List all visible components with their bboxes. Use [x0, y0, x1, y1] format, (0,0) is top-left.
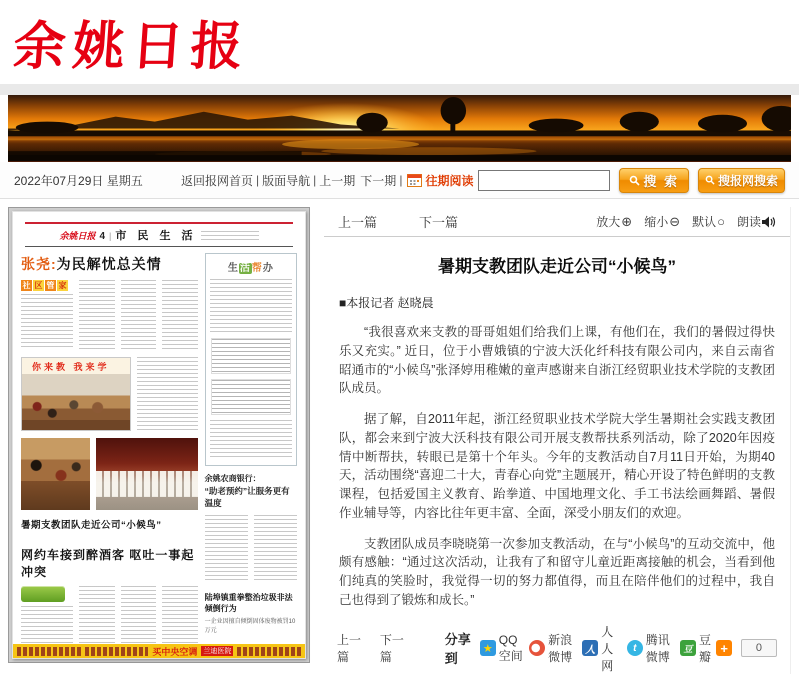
article-nav-bar — [324, 207, 790, 237]
main-content — [0, 199, 799, 674]
article-paragraph: “我很喜欢来支教的哥哥姐姐们给我们上课，有他们在，我们的暑假过得快乐又充实。” 近日，位于小曹娥镇的宁波大沃化纤科技有限公司内，来自云南省昭通市的“小候鸟”张泽婷用稚嫩的童声感谢来自浙江经贸职业技术学院的支教团队成员。 — [339, 325, 775, 396]
simulated-text-column — [162, 280, 198, 350]
share-douban-link[interactable]: 豆瓣 — [698, 633, 711, 664]
simulated-text — [210, 279, 292, 333]
more-share-icon[interactable]: + — [716, 640, 732, 656]
newspaper-left-column — [21, 253, 198, 644]
photo-teach-and-learn — [21, 357, 131, 431]
ad-text-block — [17, 647, 81, 656]
ad-aircon: 买中央空调 — [152, 646, 198, 657]
qzone-icon[interactable]: ★ — [480, 640, 496, 656]
read-aloud-button[interactable]: 朗读 — [737, 213, 776, 230]
headline-summer-teaching: 暑期支教团队走近公司“小候鸟” — [21, 520, 162, 531]
classroom-photo — [22, 374, 130, 430]
default-size-icon: ○ — [717, 214, 725, 229]
simulated-text-column — [121, 586, 157, 644]
help-mini-box — [211, 338, 291, 374]
headline-bank-line2: “助老预约”让服务更有温度 — [204, 486, 290, 509]
newspaper-ad-strip — [13, 644, 305, 658]
zoom-in-icon: ⊕ — [621, 213, 633, 229]
link-next-issue[interactable]: 下一期 — [360, 173, 397, 188]
next-article-link[interactable]: 下一篇 — [419, 215, 459, 230]
article-paragraph: 据了解，自2011年起，浙江经贸职业技术学院大学生暑期社会实践支教团队，都会来到宁波大沃科技有限公司开展支教帮扶系列活动，除了2020年因疫情中断帮扶，转眼已是第十个年头。今年的支教活动自7月11日开始，为期40天，活动围绕“喜迎二十大，青春心向党”主题展开，精心开设了特色鲜明的支教课程，包括爱国主义教育、跆拳道、中国地理文化、手工书法绘画舞蹈、暑假作业辅导等，内容比往年更丰富、全面，深受小朋友们的欢迎。 — [339, 412, 775, 520]
link-prev-issue[interactable]: 上一期 — [319, 173, 356, 188]
default-size-button[interactable]: 默认 ○ — [692, 214, 725, 229]
article-byline: ■本报记者 赵晓晨 — [339, 296, 434, 310]
masthead-meta-text — [201, 231, 259, 240]
zoom-out-button[interactable]: 缩小 ⊖ — [644, 213, 681, 229]
help-mini-box — [211, 379, 291, 415]
headline-taxi: 网约车接到醉酒客 呕吐一事起冲突 — [21, 548, 195, 579]
share-count[interactable]: 0 — [741, 639, 777, 657]
sunset-banner-image — [8, 95, 791, 161]
zoom-in-button[interactable]: 放大 ⊕ — [596, 213, 633, 229]
link-home[interactable]: 返回报网首页 — [181, 173, 254, 188]
banner-photo — [8, 95, 791, 162]
ad-hospital: 兰迪医院 — [203, 648, 232, 655]
newspaper-masthead: 余姚日报 4 | 市 民 生 活 — [21, 227, 297, 243]
masthead-rule — [25, 222, 293, 224]
tencent-weibo-icon[interactable]: t — [627, 640, 643, 656]
search-input[interactable] — [478, 170, 610, 191]
magnifier-icon — [705, 175, 715, 185]
view-controls — [596, 213, 776, 230]
simulated-text-column — [79, 280, 115, 350]
masthead-underline — [25, 246, 293, 247]
zoom-out-icon: ⊖ — [669, 213, 681, 229]
simulated-text-column — [254, 515, 297, 583]
community-column-logo — [21, 586, 65, 602]
douban-icon[interactable]: 豆 — [680, 640, 696, 656]
simulated-text-column — [137, 357, 198, 431]
simulated-text — [210, 420, 292, 460]
simulated-text-column — [79, 586, 115, 644]
current-date: 2022年07月29日 星期五 — [14, 173, 143, 188]
life-help-box — [205, 253, 297, 466]
share-qzone-link[interactable]: QQ空间 — [498, 632, 523, 663]
toolbar — [0, 162, 799, 199]
newspaper-right-column — [205, 253, 297, 644]
simulated-text — [21, 294, 73, 350]
simulated-text-column — [205, 515, 248, 583]
share-label: 分享到 — [444, 632, 471, 666]
toolbar-links — [180, 172, 404, 189]
group-photo — [96, 438, 198, 510]
share-tencent-link[interactable]: 腾讯微博 — [645, 633, 670, 664]
article-paragraph: 支教团队成员李晓晓第一次参加支教活动，在与“小候鸟”的互动交流中，他颇有感触：“通过这次活动，让我有了和留守儿童近距离接触的机会，当看到他们纯真的笑脸时，我觉得一切的努力都值得，而且在陪伴他们的过程中，我自己也得到了锻炼和成长。” — [339, 536, 775, 607]
link-separator: | — [399, 173, 403, 187]
newspaper-body — [21, 253, 297, 644]
magnifier-icon — [629, 175, 640, 186]
ad-text-block — [85, 647, 149, 656]
section-title: 市 民 生 活 — [115, 230, 197, 242]
headline-bank-line1: 余姚农商银行： — [204, 474, 261, 484]
crafts-photo — [21, 438, 90, 510]
community-badge: 社 区 管 家 — [21, 280, 73, 350]
share-bar — [337, 623, 777, 674]
speaker-icon — [762, 216, 776, 228]
headline-zhangyao: 张尧:为民解忧总关情 — [21, 256, 162, 272]
photo-caption: 你来教 我来学 — [22, 358, 130, 374]
site-search-button[interactable]: 搜报网搜索 — [698, 168, 785, 193]
simulated-text-column — [162, 586, 198, 644]
newspaper-page-thumbnail[interactable] — [8, 207, 310, 663]
renren-icon[interactable]: 人 — [582, 640, 598, 656]
ad-text-block — [237, 647, 301, 656]
prev-article-link[interactable]: 上一篇 — [338, 215, 378, 230]
divider-strip — [0, 84, 799, 95]
headline-lubu-sub: 一企业因擅自倾倒固体废物被罚10万元 — [204, 619, 296, 634]
sina-weibo-icon[interactable] — [529, 640, 545, 656]
prev-article-link-bottom[interactable]: 上一篇 — [337, 633, 362, 664]
newspaper-page — [12, 211, 306, 659]
site-header — [0, 0, 799, 84]
search-button[interactable]: 搜 索 — [619, 168, 689, 193]
article-title: 暑期支教团队走近公司“小候鸟” — [438, 257, 676, 276]
calendar-icon — [407, 173, 422, 187]
link-separator: | — [256, 173, 260, 187]
simulated-text-column — [121, 280, 157, 350]
life-help-header: 生活帮办 — [227, 263, 274, 274]
masthead-logo: 余姚日报 — [59, 232, 96, 242]
share-renren-link[interactable]: 人人网 — [601, 624, 614, 673]
archive-group — [407, 172, 473, 189]
simulated-text — [21, 606, 73, 644]
headline-lubu: 陆埠镇重拳整治垃圾非法倾倒行为 — [204, 593, 293, 613]
article-panel — [324, 207, 791, 674]
link-past-issues[interactable]: 往期阅读 — [425, 173, 474, 188]
next-article-link-bottom[interactable]: 下一篇 — [379, 633, 404, 664]
page-number: 4 — [99, 231, 106, 242]
link-layout-nav[interactable]: 版面导航 — [262, 173, 311, 188]
link-separator: | — [313, 173, 317, 187]
share-sina-link[interactable]: 新浪微博 — [548, 633, 573, 664]
site-logo[interactable]: 余姚日报 — [11, 16, 252, 77]
